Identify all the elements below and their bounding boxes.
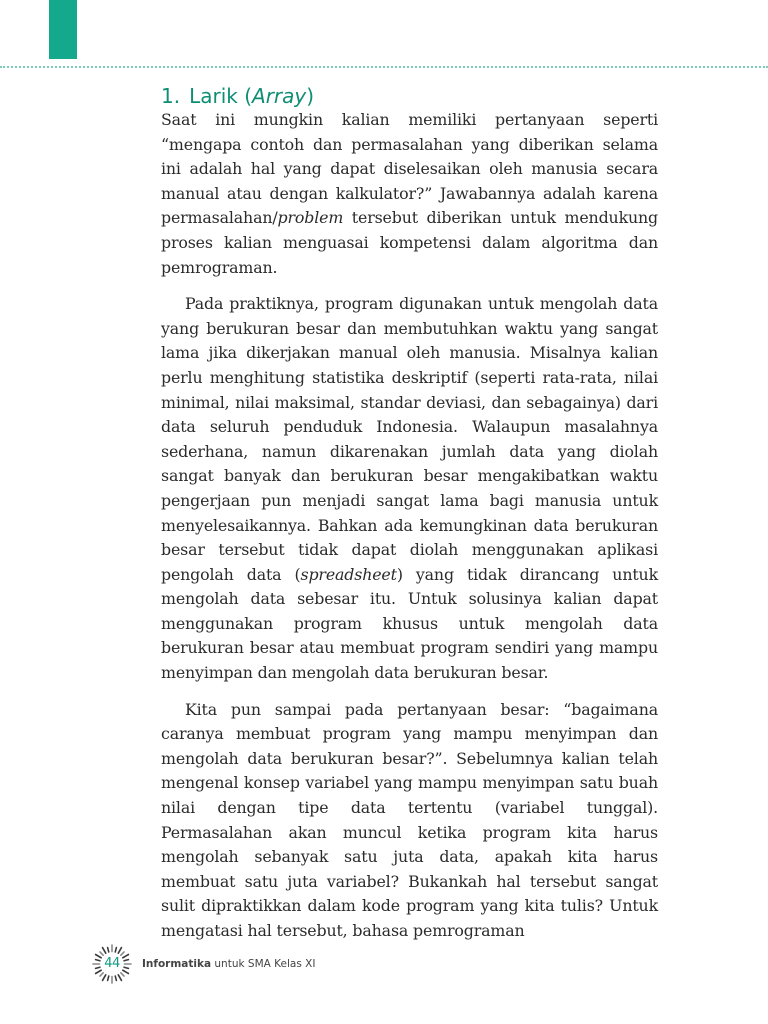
- page-number-badge: [92, 944, 132, 984]
- section-title-italic: Array: [252, 84, 307, 108]
- book-title-bold: Informatika: [142, 958, 212, 970]
- section-number: 1.: [161, 84, 181, 108]
- paragraph-1-italic-term: problem: [277, 208, 344, 228]
- book-title: [142, 958, 315, 970]
- paragraph-2-text-c: ) yang tidak dirancang untuk mengolah data sebesar itu. Untuk solusinya kalian dapat menggunakan program khusus untuk mengolah data berukuran besar atau membuat program sendiri yang mampu menyimpan dan mengolah data berukuran besar.: [161, 564, 658, 683]
- book-title-rest: untuk SMA Kelas XI: [211, 958, 316, 970]
- paragraph-2-text-a: Pada praktiknya, program digunakan untuk mengolah data yang berukuran besar dan membutuhkan waktu yang sangat lama jika dikerjakan manual oleh manusia. Misalnya kalian perlu menghitung statistika deskriptif (seperti rata-rata, nilai minimal, nilai maksimal, standar deviasi, dan sebagainya) dari data seluruh penduduk Indonesia. Walaupun masalahnya sederhana, namun dikarenakan jumlah data yang diolah sangat banyak dan berukuran besar mengakibatkan waktu pengerjaan pun menjadi sangat lama bagi manusia untuk menyelesaikannya. Bahkan ada kemungkinan data berukuran besar tersebut tidak dapat diolah menggunakan aplikasi pengolah data (: [161, 294, 658, 584]
- paragraph-1-text-a: Saat ini mungkin kalian memiliki pertanyaan seperti “mengapa contoh dan permasalahan yang diberikan selama ini adalah hal yang dapat diselesaikan oleh manusia secara manual atau dengan kalkulator?” Jawabannya adalah karena permasalahan/: [161, 110, 658, 228]
- section-title: Larik (: [189, 84, 253, 108]
- paragraph-2: [161, 292, 658, 686]
- page-number: 44: [104, 956, 120, 971]
- paragraph-3-text: Kita pun sampai pada pertanyaan besar: “bagaimana caranya membuat program yang mampu menyimpan dan mengolah data berukuran besar?”. Sebelumnya kalian telah mengenal konsep variabel yang mampu menyimpan satu buah nilai dengan tipe data tertentu (variabel tunggal). Permasalahan akan muncul ketika program kita harus mengolah sebanyak satu juta data, apakah kita harus membuat satu juta variabel? Bukankah hal tersebut sangat sulit dipraktikkan dalam kode program yang kita tulis? Untuk mengatasi hal tersebut, bahasa pemrograman: [161, 699, 658, 940]
- paragraph-1-text-c: tersebut diberikan untuk mendukung proses kalian menguasai kompetensi dalam algoritma dan pemrograman.: [161, 208, 658, 277]
- section-title-end: ): [306, 84, 315, 108]
- paragraph-3: [161, 698, 658, 944]
- section-heading: [161, 84, 314, 108]
- paragraph-2-italic-term: spreadsheet: [300, 564, 397, 584]
- paragraph-1: [161, 108, 658, 280]
- chapter-tab-marker: [49, 0, 77, 59]
- page-footer: [92, 942, 315, 986]
- header-dotted-rule: [0, 66, 768, 68]
- body-text: [161, 108, 658, 944]
